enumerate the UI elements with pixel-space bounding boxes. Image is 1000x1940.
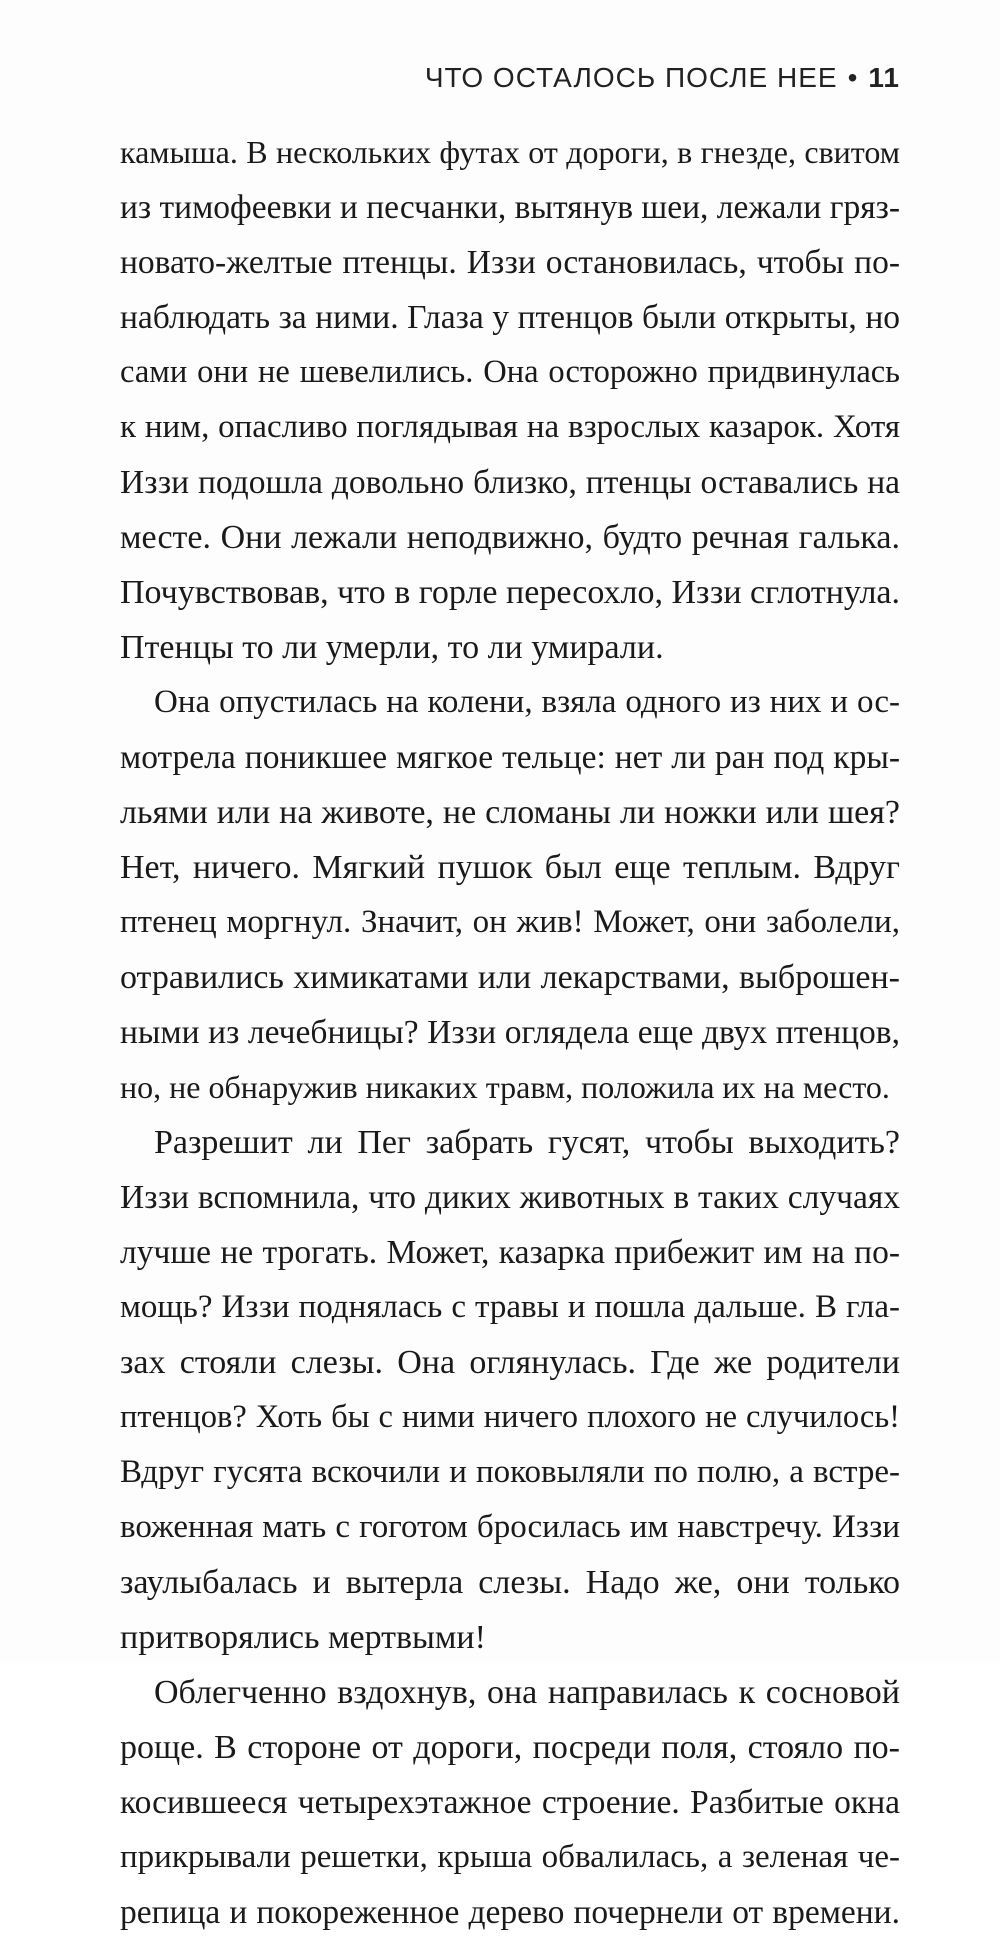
separator-dot: • (847, 62, 859, 93)
text-line: Почувствовав, что в горле пересохло, Иззи сглотнула. (120, 574, 900, 611)
text-line: птенец моргнул. Значит, он жив! Может, они заболели, (120, 904, 900, 940)
text-line: Иззи подошла довольно близко, птенцы оставались на (120, 464, 900, 501)
text-line: Разрешит ли Пег забрать гусят, чтобы выходить? (154, 1124, 900, 1161)
text-line: мотрела поникшее мягкое тельце: нет ли ран под кры- (120, 739, 900, 776)
text-line: Она опустилась на колени, взяла одного из них и ос- (154, 684, 900, 720)
text-line: воженная мать с гоготом бросилась им навстречу. Иззи (120, 1509, 900, 1545)
text-line: новато-желтые птенцы. Иззи остановилась, чтобы по- (120, 244, 900, 281)
text-line: камыша. В нескольких футах от дороги, в гнезде, свитом (120, 134, 900, 170)
text-line: зах стояли слезы. Она оглянулась. Где же родители (120, 1344, 900, 1381)
text-line: Облегченно вздохнув, она направилась к сосновой (154, 1674, 900, 1711)
text-line: льями или на животе, не сломаны ли ножки или шея? (120, 794, 900, 831)
text-line: птенцов? Хоть бы с ними ничего плохого не случилось! (120, 1399, 900, 1435)
text-line: лучше не трогать. Может, казарка прибежит им на по- (120, 1234, 900, 1271)
text-line: отравились химикатами или лекарствами, выброшен- (120, 959, 900, 996)
chapter-title: ЧТО ОСТАЛОСЬ ПОСЛЕ НЕЕ (424, 62, 838, 93)
text-line: мощь? Иззи поднялась с травы и пошла дальше. В гла- (120, 1289, 900, 1325)
text-line: но, не обнаружив никаких травм, положила их на место. (120, 1069, 890, 1105)
text-line: к ним, опасливо поглядывая на взрослых казарок. Хотя (120, 409, 900, 445)
text-line: Птенцы то ли умерли, то ли умирали. (120, 629, 664, 666)
text-line: прикрывали решетки, крыша обвалилась, а зеленая че- (120, 1839, 900, 1875)
text-line: Иззи вспомнила, что диких животных в таких случаях (120, 1179, 900, 1216)
text-line: наблюдать за ними. Глаза у птенцов были открыты, но (120, 299, 900, 336)
running-header (425, 62, 900, 94)
text-line: репица и покореженное дерево почернели от времени. (120, 1894, 900, 1931)
text-line: роще. В стороне от дороги, посреди поля, стояло по- (120, 1729, 900, 1766)
text-line: косившееся четырехэтажное строение. Разбитые окна (120, 1784, 900, 1821)
text-line: Вдруг гусята вскочили и поковыляли по полю, а встре- (120, 1454, 900, 1490)
text-line: месте. Они лежали неподвижно, будто речная галька. (120, 519, 900, 556)
text-line: притворялись мертвыми! (120, 1619, 486, 1656)
text-line: Нет, ничего. Мягкий пушок был еще теплым. Вдруг (120, 849, 900, 886)
text-line: ными из лечебницы? Иззи оглядела еще двух птенцов, (120, 1014, 900, 1051)
text-line: сами они не шевелились. Она осторожно придвинулась (120, 354, 900, 390)
text-line: заулыбалась и вытерла слезы. Надо же, они только (120, 1564, 900, 1601)
text-line: из тимофеевки и песчанки, вытянув шеи, лежали гряз- (120, 189, 900, 226)
page-number: 11 (868, 62, 900, 93)
body-text (120, 125, 900, 1940)
